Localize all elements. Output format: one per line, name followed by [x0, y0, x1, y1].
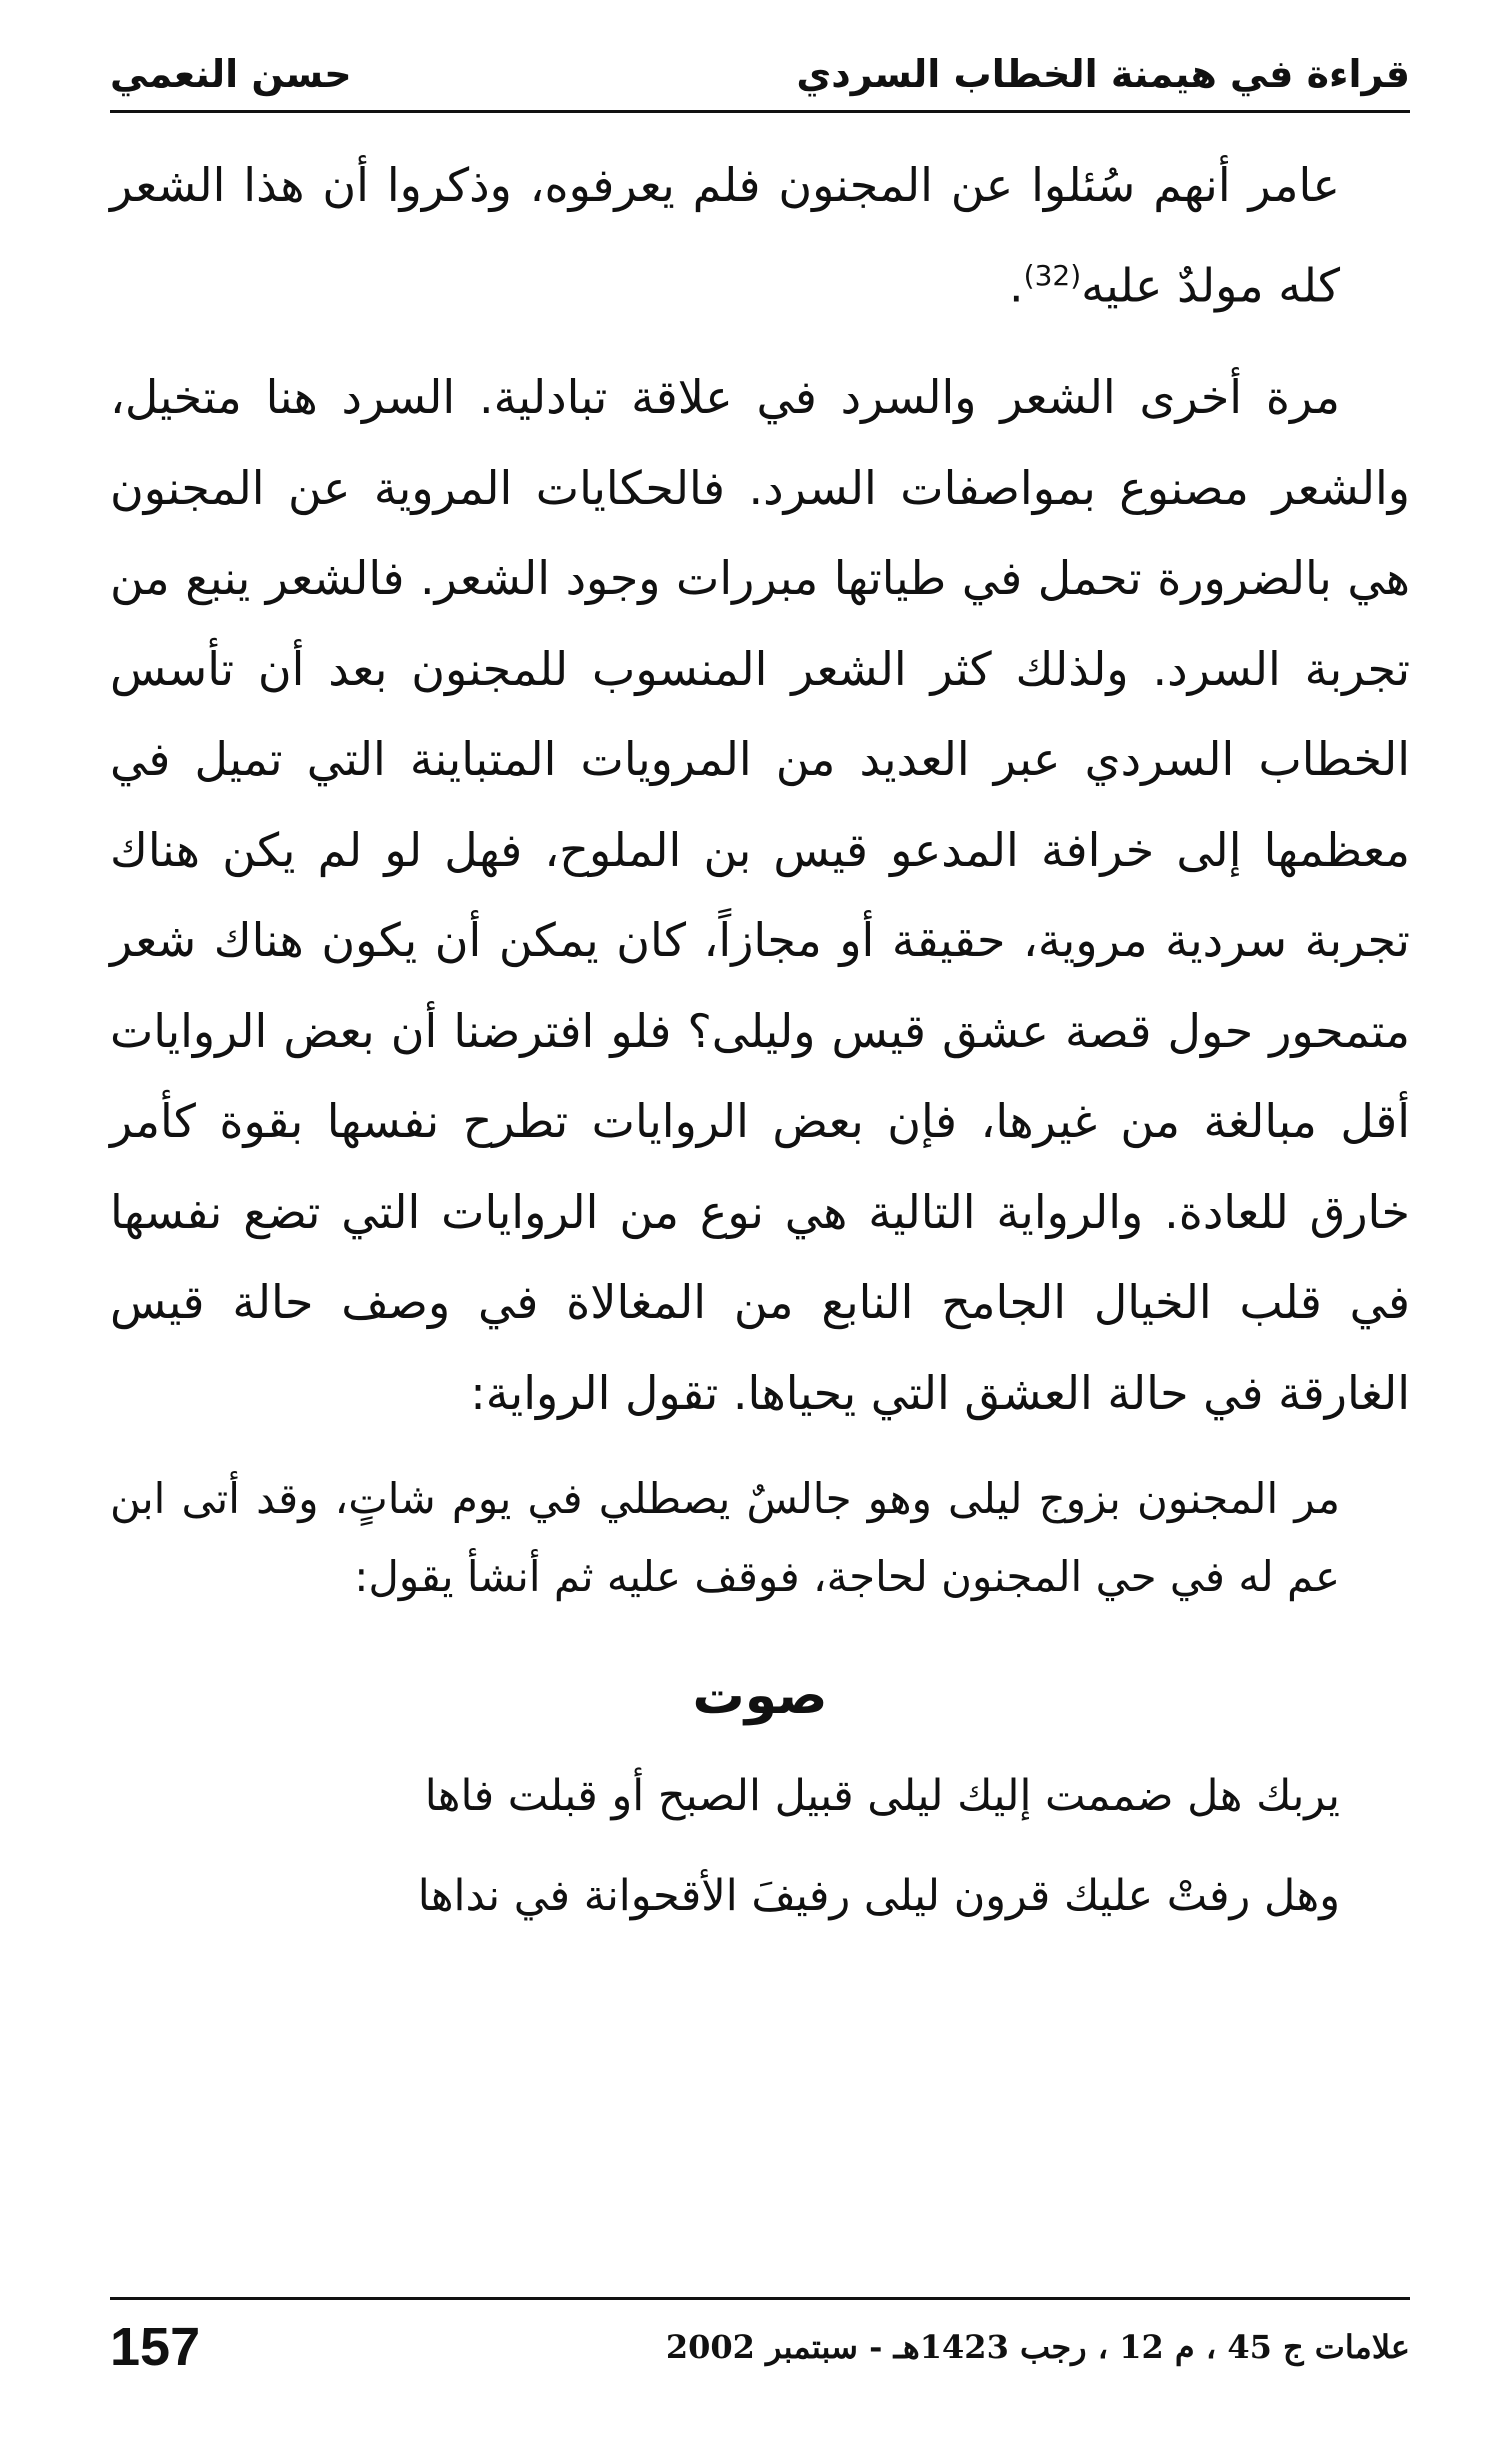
paragraph-text: عامر أنهم سُئلوا عن المجنون فلم يعرفوه، وذكروا أن هذا الشعر كله مولدٌ عليه	[110, 158, 1340, 312]
section-title: صوت	[692, 1666, 828, 1727]
paragraph-end-mark: .	[1009, 257, 1024, 312]
footnote-reference: (32)	[1023, 258, 1082, 292]
paragraph-gap	[110, 330, 1410, 352]
narrative-quote: مر المجنون بزوج ليلى وهو جالسٌ يصطلي في يوم شاتٍ، وقد أتى ابن عم له في حي المجنون لحاجة، فوقف عليه ثم أنشأ يقول:	[110, 1474, 1340, 1602]
page-number: 157	[110, 2317, 201, 2377]
verse-line: وهل رفتْ عليك قرون ليلى رفيفَ الأقحوانة في نداها	[417, 1871, 1340, 1922]
page-body	[110, 140, 1410, 1946]
paragraph-continuation	[110, 140, 1410, 330]
verse-line: يربك هل ضممت إليك ليلى قبيل الصبح أو قبلت فاها	[424, 1771, 1340, 1822]
header-title: قراءة في هيمنة الخطاب السردي	[796, 52, 1410, 96]
header-author: حسن النعمي	[110, 52, 352, 96]
document-page	[110, 40, 1410, 2400]
paragraph-main: مرة أخرى الشعر والسرد في علاقة تبادلية. السرد هنا متخيل، والشعر مصنوع بمواصفات السرد. فالحكايات المروية عن المجنون هي بالضرورة تحمل في طياتها مبررات وجود الشعر. فالشعر ينبع من تجربة السرد. ولذلك كثر الشعر المنسوب للمجنون بعد أن تأسس الخطاب السردي عبر العديد من المرويات المتباينة التي تميل في معظمها إلى خرافة المدعو قيس بن الملوح، فهل لو لم يكن هناك تجربة سردية مروية، حقيقة أو مجازاً، كان يمكن أن يكون هناك شعر متمحور حول قصة عشق قيس وليلى؟ فلو افترضنا أن بعض الروايات أقل مبالغة من غيرها، فإن بعض الروايات تطرح نفسها بقوة كأمر خارق للعادة. والرواية التالية هي نوع من الروايات التي تضع نفسها في قلب الخيال الجامح النابع من المغالاة في وصف حالة قيس الغارقة في حالة العشق التي يحياها. تقول الرواية:	[110, 370, 1410, 1420]
page-footer	[110, 2297, 1410, 2400]
paragraph-gap	[110, 1438, 1410, 1460]
footer-journal-info: علامات ج 45 ، م 12 ، رجب 1423هـ - سبتمبر 2002	[665, 2328, 1410, 2366]
running-header	[110, 40, 1410, 113]
